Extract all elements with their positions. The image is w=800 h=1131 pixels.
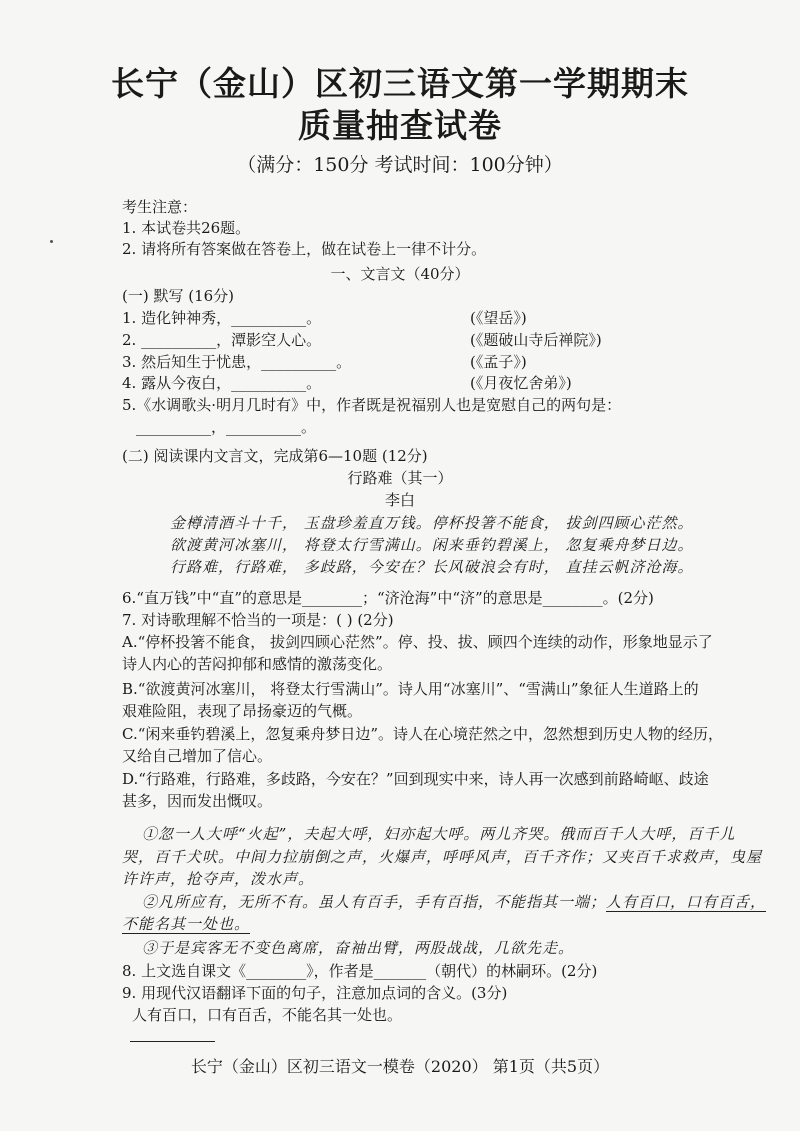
part-title: (二) 阅读课内文言文，完成第6—10题 (12分) [122,447,428,465]
question-9-sentence: 人有百口，口有百舌，不能名其一处也。 [132,1006,403,1024]
notes-label: 考生注意： [122,198,198,216]
note-item: 2. 请将所有答案做在答卷上，做在试卷上一律不计分。 [122,240,487,258]
passage-text: ②凡所应有，无所不有。虽人有百手，手有百指，不能指其一端； [142,893,607,911]
passage-line: 哭，百千犬吠。中间力拉崩倒之声，火爆声，呼呼风声，百千齐作；又夹百千求救声，曳屋 [122,848,763,866]
option-a: A.“停杯投箸不能食， 拔剑四顾心茫然”。停、投、拔、顾四个连续的动作，形象地显示了 [122,633,713,651]
section-title: 一、文言文（40分） [330,265,470,283]
exam-subtitle: （满分：150分 考试时间：100分钟） [237,154,563,176]
part-title: (一) 默写 (16分) [122,287,235,305]
question-2: 2. __________，潭影空人心。 [122,331,322,349]
option-b: B.“欲渡黄河冰塞川， 将登太行雪满山”。诗人用“冰塞川”、“雪满山”象征人生道路上的 [122,680,699,698]
poem-line: 行路难，行路难， 多歧路，今安在？长风破浪会有时， 直挂云帆济沧海。 [170,558,694,576]
passage-line: ①忽一人大呼“火起”，夫起大呼，妇亦起大呼。两儿齐哭。俄而百千人大呼，百千儿 [142,825,736,843]
exam-title-line2: 质量抽查试卷 [298,106,502,145]
passage-line [142,891,766,912]
option-d: D.“行路难，行路难，多歧路，今安在？”回到现实中来，诗人再一次感到前路崎岖、歧途 [122,770,709,788]
question-9: 9. 用现代汉语翻译下面的句子，注意加点词的含义。(3分) [122,984,508,1002]
exam-title-line1: 长宁（金山）区初三语文第一学期期末 [111,64,689,103]
passage-line [122,913,250,934]
page-footer: 长宁（金山）区初三语文一模卷（2020） 第1页（共5页） [190,1057,610,1076]
poem-line: 欲渡黄河冰塞川， 将登太行雪满山。闲来垂钓碧溪上， 忽复乘舟梦日边。 [170,536,694,554]
scan-speck [50,240,53,243]
underlined-sentence: 不能名其一处也。 [122,915,251,933]
option-a-cont: 诗人内心的苦闷抑郁和感情的激荡变化。 [122,655,393,673]
poem-title: 行路难（其一） [347,469,453,487]
question-5-blank: __________，__________。 [136,418,317,436]
passage-line: 许许声，抢夺声，泼水声。 [122,870,315,888]
option-d-cont: 甚多，因而发出慨叹。 [122,792,273,810]
question-2-source: (《题破山寺后禅院》) [470,331,602,349]
question-4: 4. 露从今夜白，__________。 [122,374,322,392]
question-4-source: (《月夜忆舍弟》) [470,374,572,392]
option-b-cont: 艰难险阻，表现了昂扬豪迈的气概。 [122,702,363,720]
note-item: 1. 本试卷共26题。 [122,219,251,237]
poem-line: 金樽清酒斗十千， 玉盘珍羞直万钱。停杯投箸不能食， 拔剑四顾心茫然。 [170,514,694,532]
question-6: 6.“直万钱”中“直”的意思是________；“济沧海”中“济”的意思是________。(2分) [122,589,654,607]
footer-divider [130,1041,215,1042]
option-c: C.“闲来垂钓碧溪上，忽复乘舟梦日边”。诗人在心境茫然之中，忽然想到历史人物的经历， [122,725,724,743]
question-3: 3. 然后知生于忧患，__________。 [122,353,352,371]
question-3-source: (《孟子》) [470,353,527,371]
underlined-sentence: 人有百口，口有百舌， [606,893,767,911]
question-1: 1. 造化钟神秀，__________。 [122,309,322,327]
question-5: 5.《水调歌头·明月几时有》中，作者既是祝福别人也是宽慰自己的两句是： [122,396,622,414]
passage-line: ③于是宾客无不变色离席，奋袖出臂，两股战战，几欲先走。 [142,939,575,957]
option-c-cont: 又给自己增加了信心。 [122,747,273,765]
question-8: 8. 上文选自课文《________》，作者是_______（朝代）的林嗣环。(2分) [122,962,598,980]
question-7: 7. 对诗歌理解不恰当的一项是：( ) (2分) [122,611,394,629]
poem-author: 李白 [384,491,415,509]
question-1-source: (《望岳》) [470,309,527,327]
